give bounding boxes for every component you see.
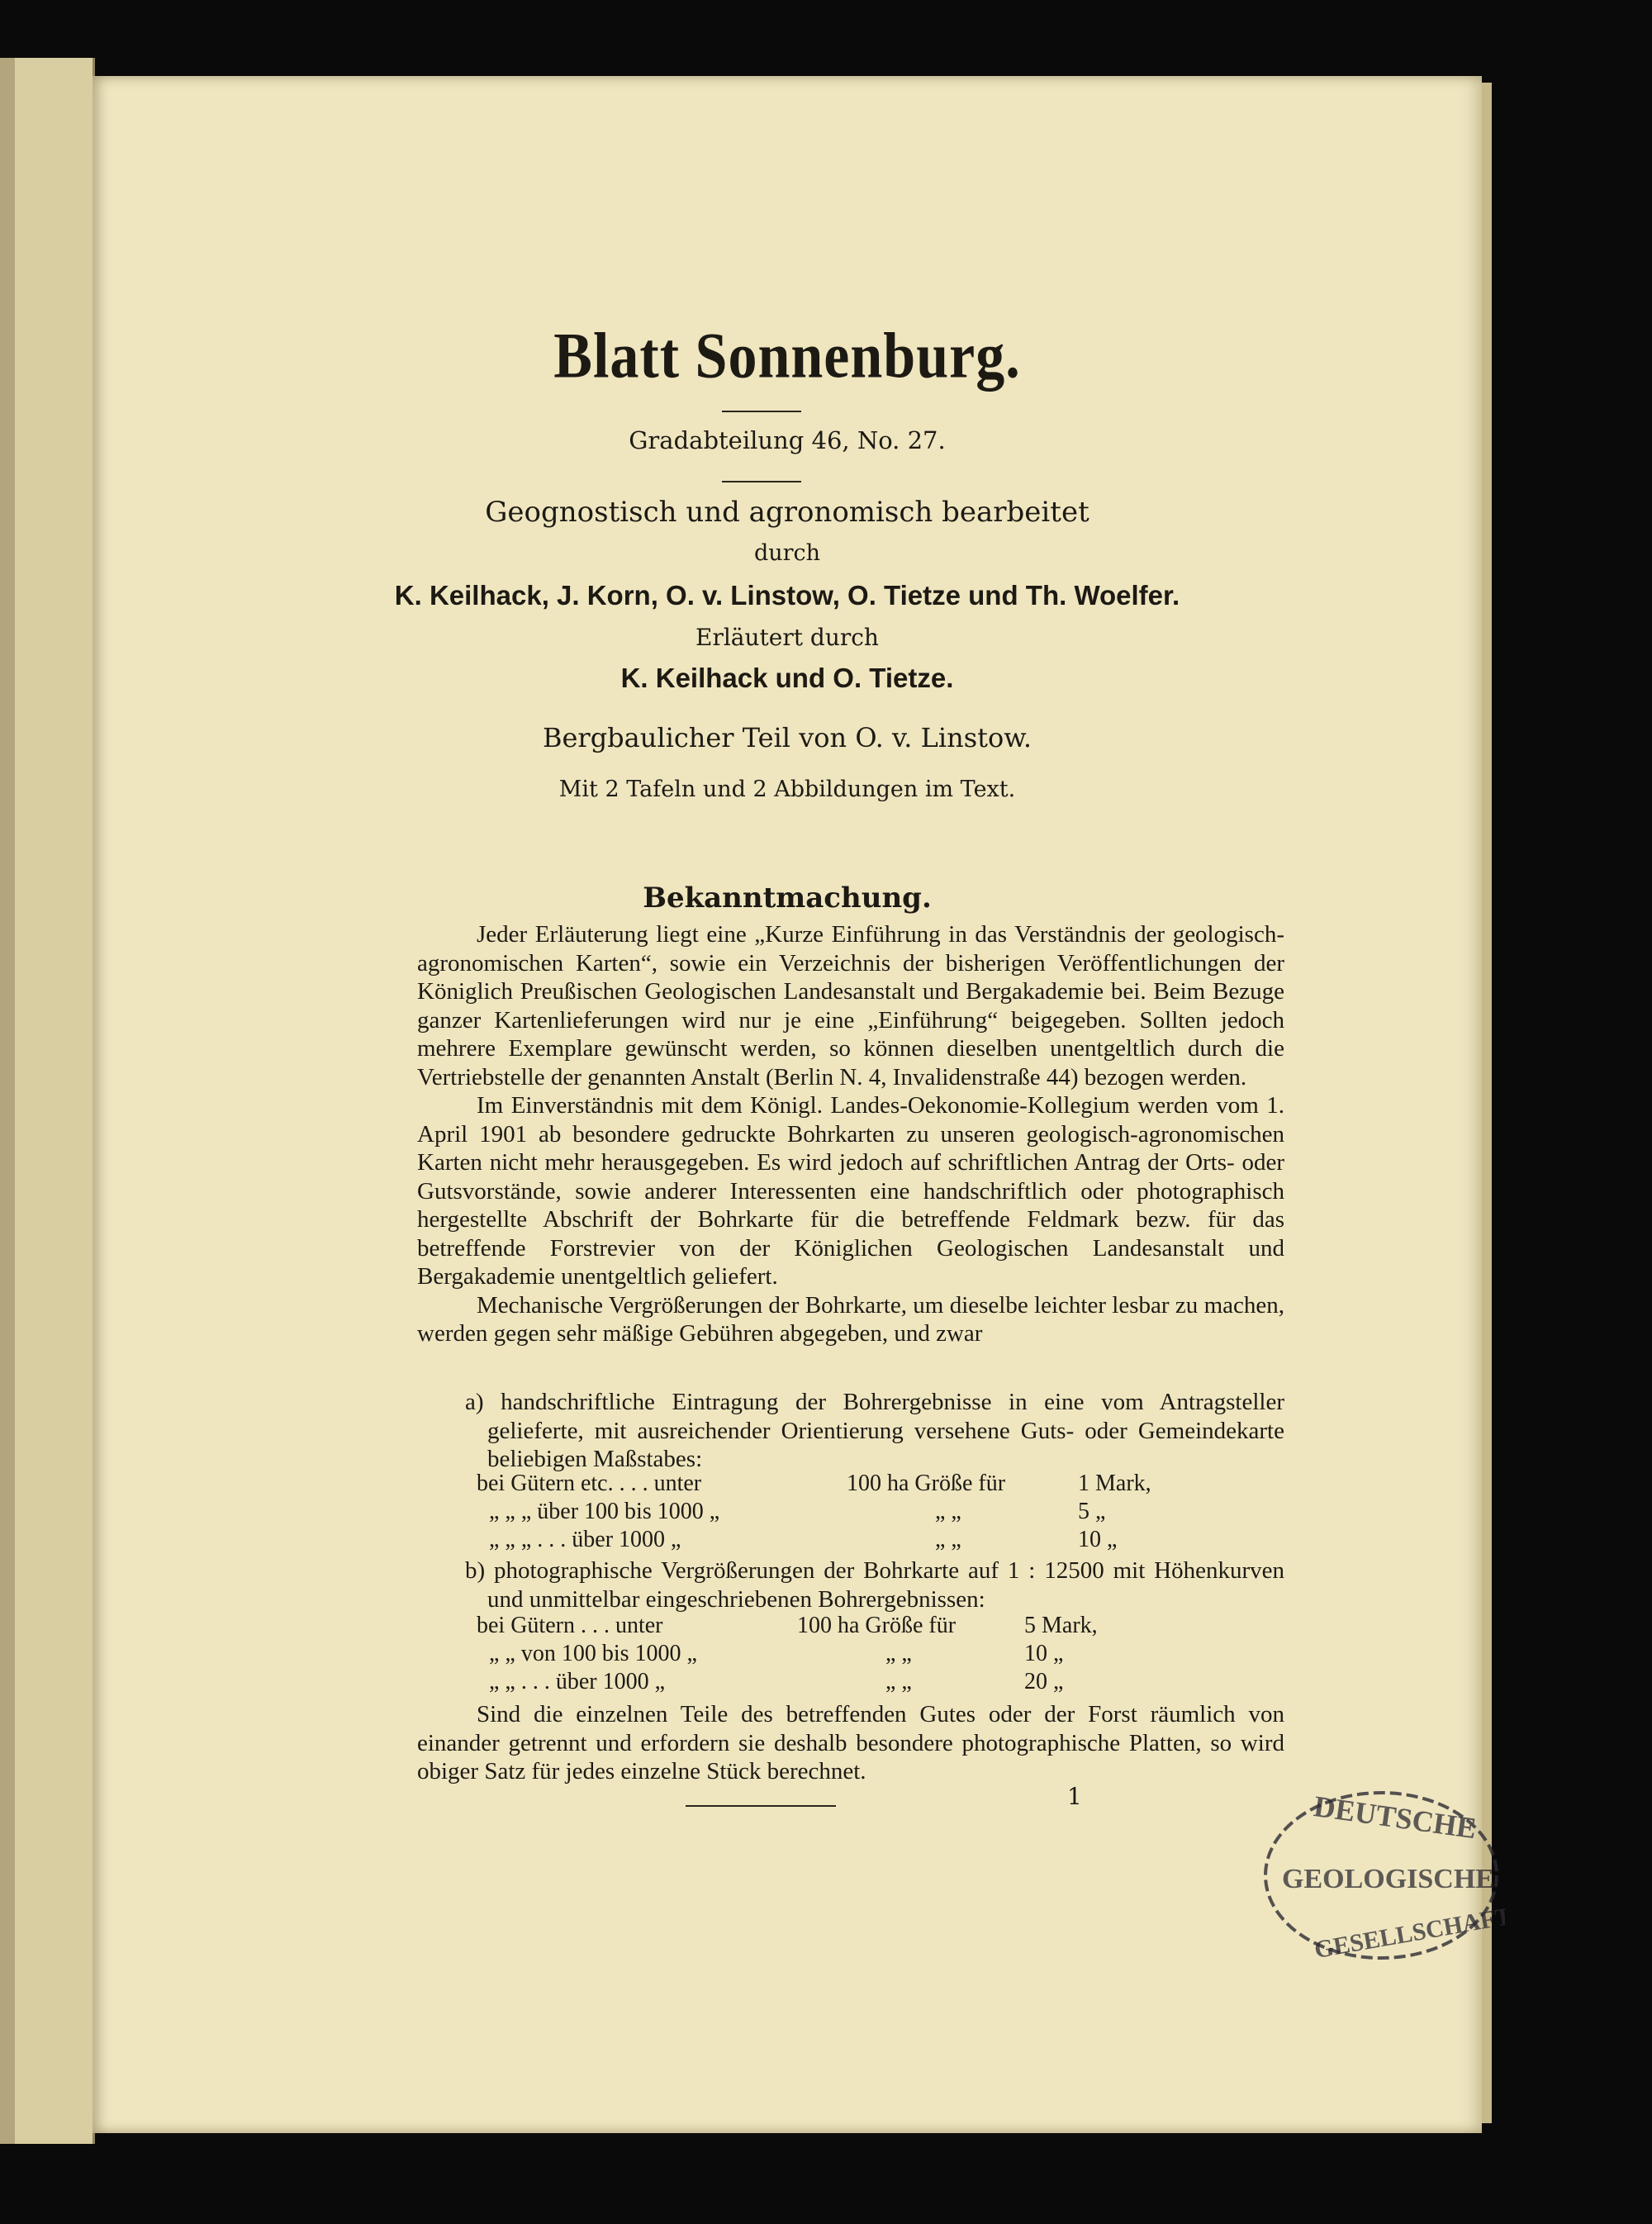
table-b-row-2-price: 10 „ <box>1024 1641 1064 1666</box>
society-stamp <box>1257 1776 1505 1975</box>
item-b: b) photographische Vergrößerungen der Bohrkarte auf 1 : 12500 mit Höhenkurven und unmittelbar eingeschriebenen Bohrergebnissen: <box>465 1557 1284 1613</box>
page-number: 1 <box>1067 1783 1082 1810</box>
title-rule <box>722 411 801 412</box>
authors-line: K. Keilhack, J. Korn, O. v. Linstow, O. Tietze und Th. Woelfer. <box>394 580 1180 611</box>
item-a: a) handschriftliche Eintragung der Bohrergebnisse in eine vom Antragsteller gelieferte, mit ausreichender Orientierung versehene Guts- oder Gemeindekarte beliebigen Maßstabes: <box>465 1389 1284 1472</box>
sub-rule <box>722 481 801 482</box>
svg-text:GEOLOGISCHE: GEOLOGISCHE <box>1282 1864 1494 1894</box>
bergbau-line: Bergbaulicher Teil von O. v. Linstow. <box>542 722 1032 753</box>
table-a-row-2-label: „ „ „ über 100 bis 1000 „ <box>489 1499 720 1524</box>
svg-text:GESELLSCHAFT: GESELLSCHAFT <box>1312 1902 1505 1965</box>
table-b-row-2-label: „ „ von 100 bis 1000 „ <box>489 1641 697 1666</box>
erlaeutert-line: Erläutert durch <box>695 624 879 651</box>
table-b-row-3-price: 20 „ <box>1024 1669 1064 1694</box>
stamp-graphic <box>1257 1776 1505 1975</box>
tafeln-line: Mit 2 Tafeln und 2 Abbildungen im Text. <box>558 777 1016 802</box>
paragraph-4: Sind die einzelnen Teile des betreffenden Gutes oder der Forst räumlich von einander getrennt und erfordern sie deshalb besondere photographische Platten, so wird obiger Satz für jedes einzelne Stück berechnet. <box>417 1701 1284 1784</box>
paragraph-1: Jeder Erläuterung liegt eine „Kurze Einführung in das Verständnis der geologisch-agronomischen Karten“, sowie ein Verzeichnis der bisherigen Veröffentlichungen der Königlich Preußischen Geologischen Landesanstalt und Bergakademie bei. Beim Bezuge ganzer Kartenlieferungen wird nur je eine „Einführung“ beigegeben. Sollten jedoch mehrere Exemplare gewünscht werden, so können dieselben unentgeltlich durch die Vertriebstelle der genannten Anstalt (Berlin N. 4, Invalidenstraße 44) bezogen werden. <box>417 921 1284 1091</box>
body-paragraphs <box>417 920 1284 1348</box>
closing-paragraph-block <box>417 1700 1284 1786</box>
table-a-row-2-price: 5 „ <box>1078 1499 1106 1524</box>
durch-line: durch <box>753 540 821 566</box>
item-a-block <box>465 1388 1284 1474</box>
table-b-row-3-size: „ „ <box>885 1669 912 1694</box>
paragraph-3: Mechanische Vergrößerungen der Bohrkarte, um dieselbe leichter lesbar zu machen, werden gegen sehr mäßige Gebühren abgegeben, und zwar <box>417 1291 1284 1347</box>
gradabteilung: Gradabteilung 46, No. 27. <box>629 426 946 454</box>
table-b-row-1-price: 5 Mark, <box>1024 1613 1098 1638</box>
section-heading: Bekanntmachung. <box>643 882 932 915</box>
svg-text:DEUTSCHE: DEUTSCHE <box>1312 1789 1479 1846</box>
table-a-row-3-size: „ „ <box>935 1527 961 1552</box>
page-title: Blatt Sonnenburg. <box>553 321 1021 392</box>
explainers-line: K. Keilhack und O. Tietze. <box>620 663 954 693</box>
table-a-row-3-price: 10 „ <box>1078 1527 1118 1552</box>
table-b-row-2-size: „ „ <box>885 1641 912 1666</box>
paragraph-2: Im Einverständnis mit dem Königl. Landes-Oekonomie-Kollegium werden vom 1. April 1901 ab besondere gedruckte Bohrkarten zu unseren geologisch-agronomischen Karten nicht mehr herausgegeben. Es wird jedoch auf schriftlichen Antrag der Orts- oder Gutsvorstände, sowie anderer Interessenten eine handschriftlich oder photographisch hergestellte Abschrift der Bohrkarte für die betreffende Feldmark bezw. für das betreffende Forstrevier von der Königlichen Geologischen Landesanstalt und Bergakademie unentgeltlich geliefert. <box>417 1092 1284 1290</box>
table-a-row-3-label: „ „ „ . . . über 1000 „ <box>489 1527 681 1552</box>
bearbeitet-line: Geognostisch und agronomisch bearbeitet <box>485 496 1089 529</box>
table-a-row-1-price: 1 Mark, <box>1078 1471 1151 1496</box>
table-a-row-2-size: „ „ <box>935 1499 961 1524</box>
table-a-row-1-size: 100 ha Größe für <box>847 1471 1006 1496</box>
footer-rule <box>686 1805 836 1807</box>
table-b-row-1-size: 100 ha Größe für <box>797 1613 957 1638</box>
table-b-row-3-label: „ „ . . . über 1000 „ <box>489 1669 666 1694</box>
table-a-row-1-label: bei Gütern etc. . . . unter <box>477 1471 702 1496</box>
document-page <box>93 76 1505 2133</box>
binding-edge <box>0 58 15 2144</box>
table-b-row-1-label: bei Gütern . . . unter <box>477 1613 663 1638</box>
item-b-block <box>465 1556 1284 1613</box>
